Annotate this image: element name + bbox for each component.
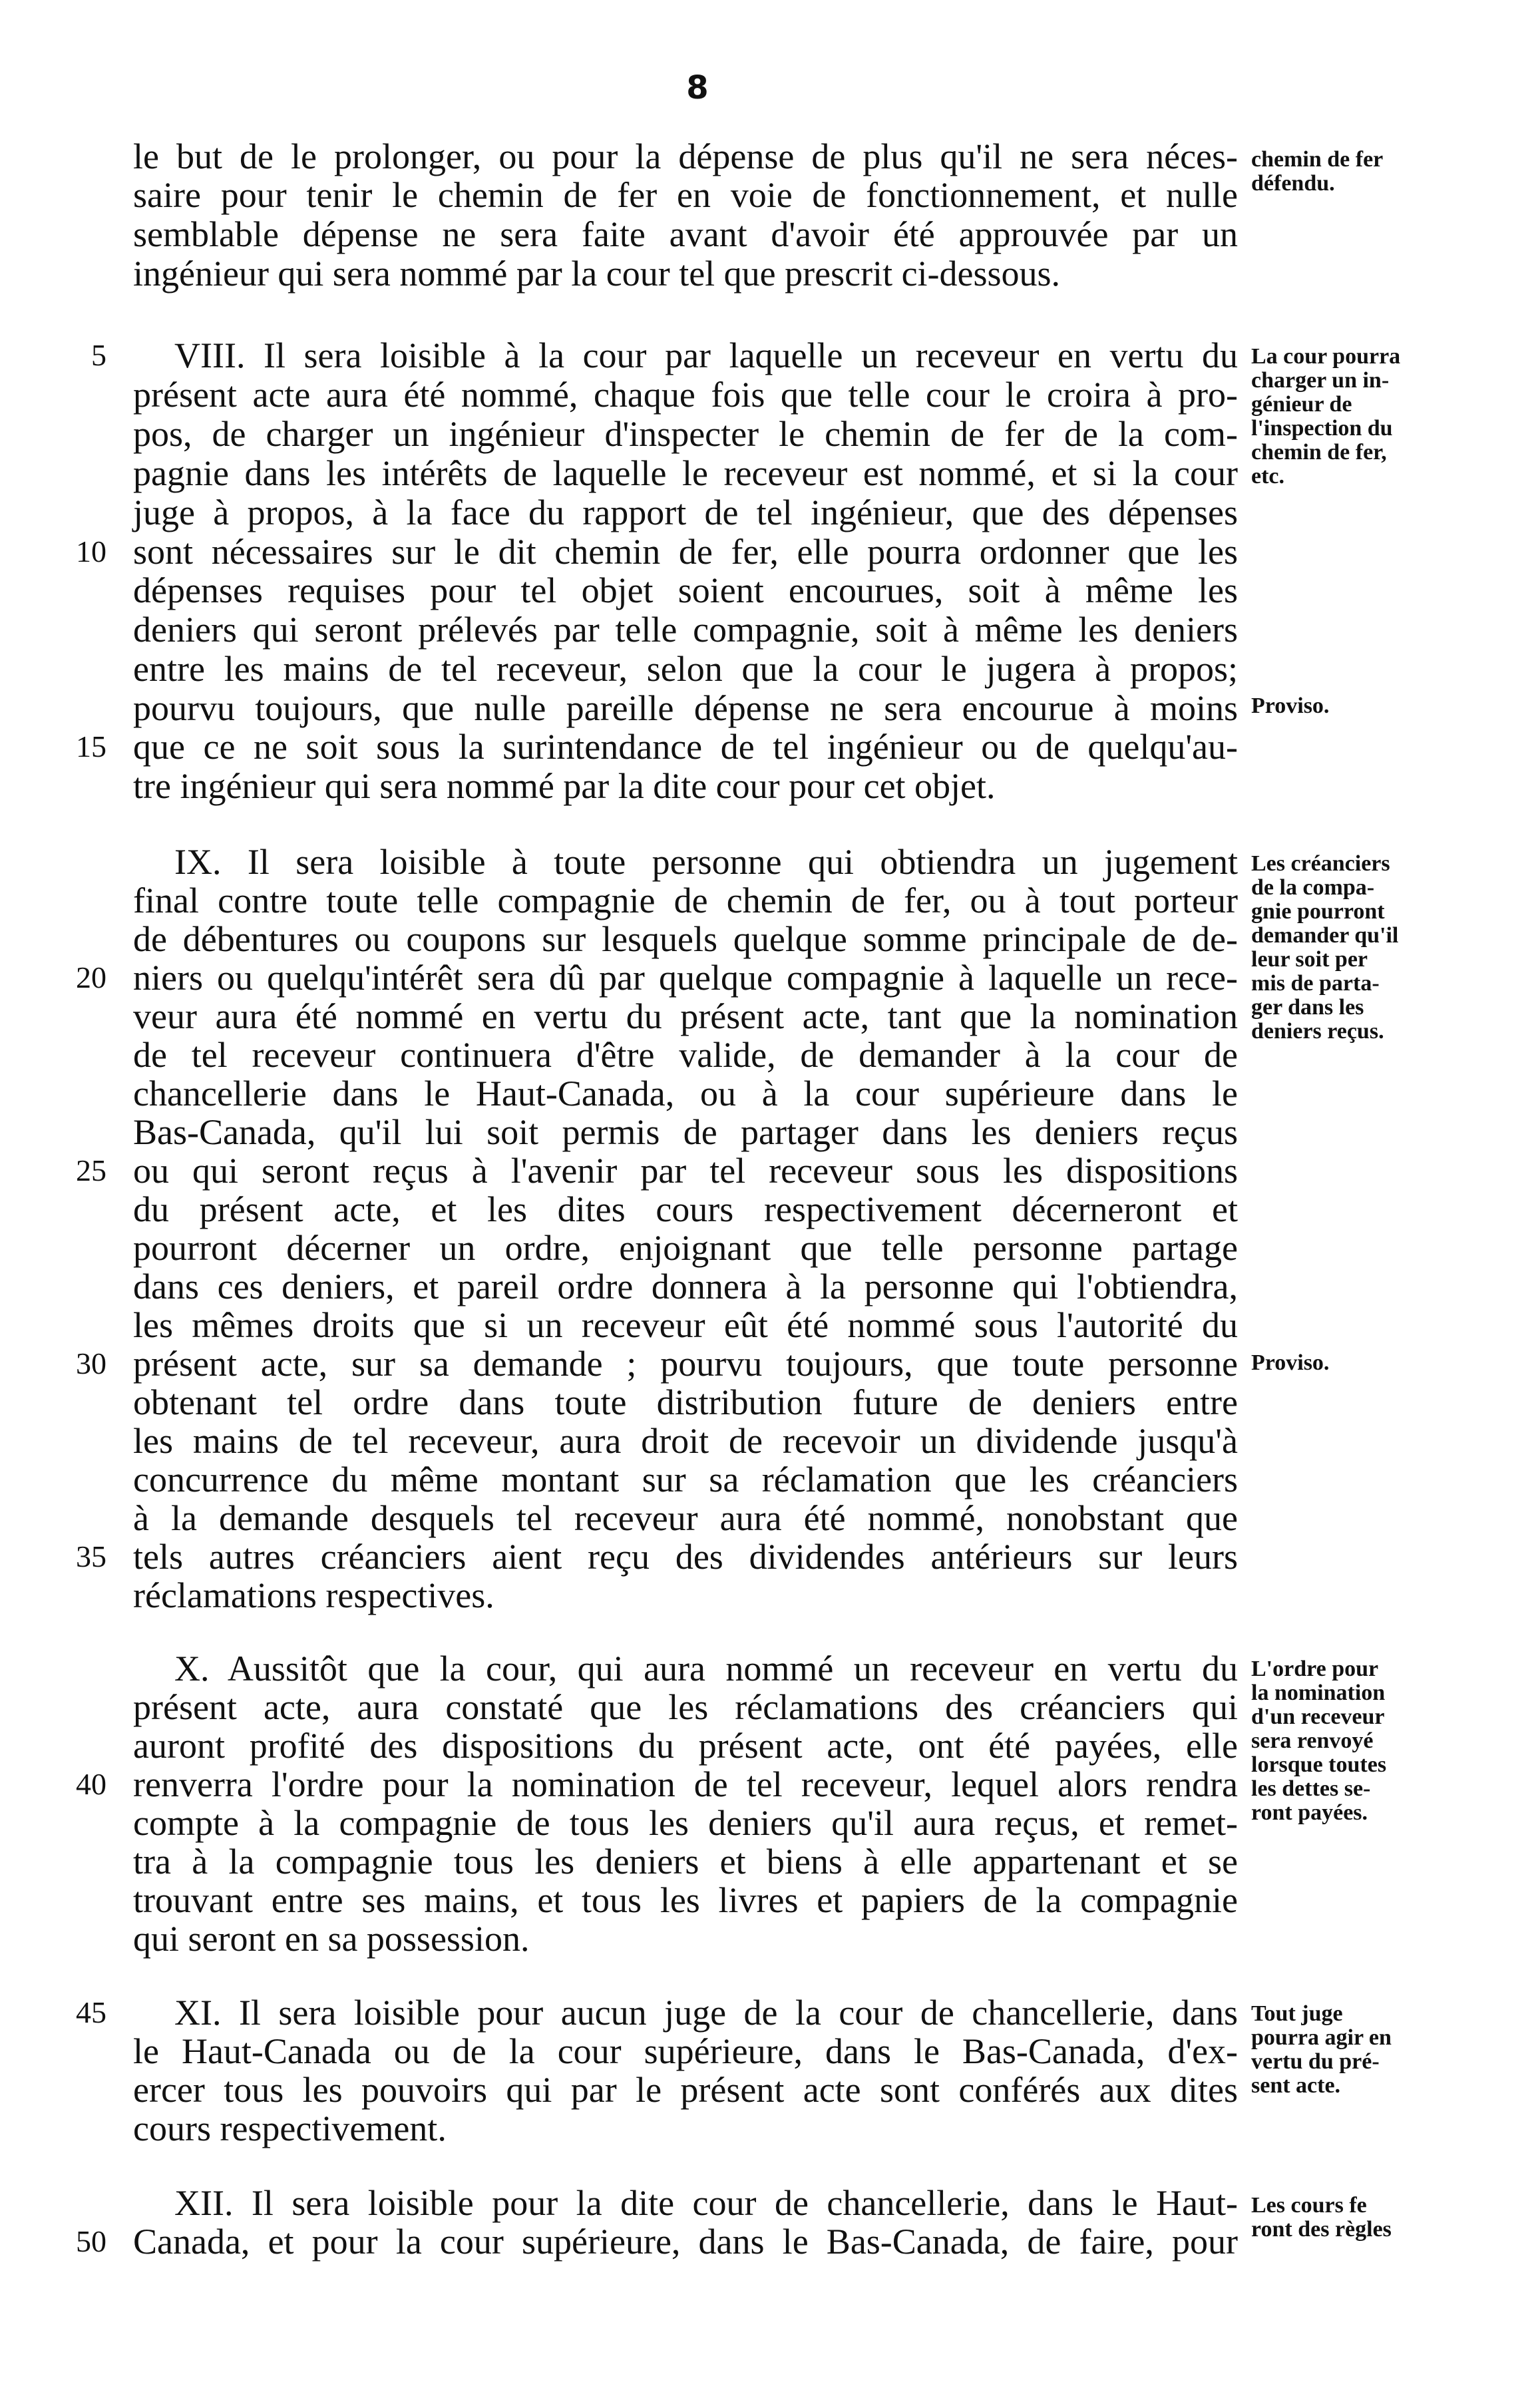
line-number: 25 <box>76 1153 106 1187</box>
text-line: du présent acte, et les dites cours respectivement décerneront et <box>133 1189 1238 1229</box>
text-line: entre les mains de tel receveur, selon que la cour le jugera à propos; <box>133 649 1238 689</box>
margin-note-line: pourra agir en <box>1251 2025 1392 2050</box>
margin-note-line: de la compa- <box>1251 875 1375 900</box>
margin-note <box>1251 345 1444 489</box>
text-line: obtenant tel ordre dans toute distribution future de deniers entre <box>133 1382 1238 1422</box>
text-line: cours respectivement. <box>133 2108 447 2148</box>
text-line: juge à propos, à la face du rapport de tel ingénieur, que des dépenses <box>133 493 1238 532</box>
margin-note-line: gnie pourront <box>1251 899 1385 924</box>
text-line: dans ces deniers, et pareil ordre donnera à la personne qui l'obtiendra, <box>133 1267 1238 1306</box>
line-number: 35 <box>76 1539 106 1573</box>
text-line: auront profité des dispositions du présent acte, ont été payées, elle <box>133 1726 1238 1766</box>
section-line: IX. Il sera loisible à toute personne qui obtiendra un jugement <box>174 842 1238 882</box>
text-line: de débentures ou coupons sur lesquels quelque somme principale de de- <box>133 919 1238 959</box>
margin-note-line: Proviso. <box>1251 694 1330 718</box>
margin-note-line: génieur de <box>1251 392 1352 417</box>
section-line: VIII. Il sera loisible à la cour par laquelle un receveur en vertu du <box>174 335 1238 375</box>
margin-note-line: la nomination <box>1251 1681 1386 1705</box>
margin-note-line: La cour pourra <box>1251 344 1401 369</box>
text-line: pos, de charger un ingénieur d'inspecter le chemin de fer de la com- <box>133 414 1238 454</box>
text-line: le but de le prolonger, ou pour la dépense de plus qu'il ne sera néces- <box>133 136 1238 176</box>
margin-note-line: chemin de fer <box>1251 147 1384 172</box>
margin-note-line: Les cours fe <box>1251 2193 1367 2218</box>
text-line: que ce ne soit sous la surintendance de tel ingénieur ou de quelqu'au- <box>133 727 1238 767</box>
section-line: XI. Il sera loisible pour aucun juge de la cour de chancellerie, dans <box>174 1993 1238 2033</box>
text-line: renverra l'ordre pour la nomination de tel receveur, lequel alors rendra <box>133 1764 1238 1804</box>
line-number: 50 <box>76 2224 106 2258</box>
text-line: ingénieur qui sera nommé par la cour tel que prescrit ci-dessous. <box>133 254 1061 294</box>
margin-note-line: sent acte. <box>1251 2073 1341 2098</box>
text-line: compte à la compagnie de tous les deniers qu'il aura reçus, et remet- <box>133 1803 1238 1843</box>
line-number: 10 <box>76 534 106 568</box>
text-line: à la demande desquels tel receveur aura été nommé, nonobstant que <box>133 1498 1238 1538</box>
text-line: réclamations respectives. <box>133 1575 494 1615</box>
margin-note <box>1251 2002 1444 2098</box>
text-line: tra à la compagnie tous les deniers et biens à elle appartenant et se <box>133 1842 1238 1882</box>
line-number: 5 <box>91 338 106 372</box>
margin-note-line: Les créanciers <box>1251 851 1390 876</box>
margin-note-line: Tout juge <box>1251 2001 1343 2026</box>
text-line: Bas-Canada, qu'il lui soit permis de partager dans les deniers reçus <box>133 1112 1238 1152</box>
margin-note-line: ger dans les <box>1251 995 1364 1020</box>
margin-note-line: demander qu'il <box>1251 923 1399 948</box>
margin-note-line: deniers reçus. <box>1251 1019 1384 1044</box>
page-number: 8 <box>686 69 709 106</box>
margin-note-line: charger un in- <box>1251 368 1390 393</box>
text-line: saire pour tenir le chemin de fer en voie de fonctionnement, et nulle <box>133 175 1238 215</box>
text-line: qui seront en sa possession. <box>133 1919 530 1959</box>
text-line: Canada, et pour la cour supérieure, dans le Bas-Canada, de faire, pour <box>133 2222 1238 2262</box>
margin-note-line: vertu du pré- <box>1251 2049 1380 2074</box>
text-line: semblable dépense ne sera faite avant d'avoir été approuvée par un <box>133 214 1238 254</box>
margin-note-line: etc. <box>1251 464 1285 489</box>
margin-note <box>1251 2194 1444 2242</box>
text-line: sont nécessaires sur le dit chemin de fer, elle pourra ordonner que les <box>133 532 1238 572</box>
text-line: les mêmes droits que si un receveur eût été nommé sous l'autorité du <box>133 1305 1238 1345</box>
text-line: chancellerie dans le Haut-Canada, ou à la cour supérieure dans le <box>133 1074 1238 1113</box>
text-line: présent acte, sur sa demande ; pourvu toujours, que toute personne <box>133 1344 1238 1384</box>
margin-note <box>1251 148 1444 196</box>
line-number: 45 <box>76 1995 106 2029</box>
margin-note-line: défendu. <box>1251 171 1335 196</box>
margin-note-line: mis de parta- <box>1251 971 1380 996</box>
text-line: deniers qui seront prélevés par telle compagnie, soit à même les deniers <box>133 610 1238 650</box>
margin-note-line: l'inspection du <box>1251 416 1393 441</box>
text-line: concurrence du même montant sur sa réclamation que les créanciers <box>133 1460 1238 1499</box>
line-number: 15 <box>76 729 106 763</box>
margin-note <box>1251 1351 1444 1375</box>
margin-note-line: ront payées. <box>1251 1800 1368 1825</box>
text-line: de tel receveur continuera d'être valide, de demander à la cour de <box>133 1035 1238 1075</box>
margin-note-line: ront des règles <box>1251 2217 1392 2242</box>
margin-note-line: d'un receveur <box>1251 1704 1385 1729</box>
text-line: les mains de tel receveur, aura droit de recevoir un dividende jusqu'à <box>133 1421 1238 1461</box>
section-line: X. Aussitôt que la cour, qui aura nommé un receveur en vertu du <box>174 1649 1238 1689</box>
margin-note-line: sera renvoyé <box>1251 1728 1374 1753</box>
line-number: 30 <box>76 1346 106 1380</box>
margin-note-line: chemin de fer, <box>1251 440 1387 465</box>
text-line: présent acte, aura constaté que les réclamations des créanciers qui <box>133 1687 1238 1727</box>
text-line: pagnie dans les intérêts de laquelle le receveur est nommé, et si la cour <box>133 453 1238 493</box>
text-line: trouvant entre ses mains, et tous les livres et papiers de la compagnie <box>133 1880 1238 1920</box>
text-line: le Haut-Canada ou de la cour supérieure, dans le Bas-Canada, d'ex- <box>133 2031 1238 2071</box>
margin-note-line: lorsque toutes <box>1251 1752 1387 1777</box>
text-line: dépenses requises pour tel objet soient encourues, soit à même les <box>133 570 1238 610</box>
line-number: 40 <box>76 1767 106 1801</box>
section-line: XII. Il sera loisible pour la dite cour de chancellerie, dans le Haut- <box>174 2183 1238 2223</box>
text-line: pourvu toujours, que nulle pareille dépense ne sera encourue à moins <box>133 688 1238 728</box>
text-line: tels autres créanciers aient reçu des dividendes antérieurs sur leurs <box>133 1537 1238 1577</box>
text-line: pourront décerner un ordre, enjoignant que telle personne partage <box>133 1228 1238 1268</box>
line-number: 20 <box>76 960 106 994</box>
margin-note <box>1251 694 1444 718</box>
margin-note-line: leur soit per <box>1251 947 1368 972</box>
text-line: tre ingénieur qui sera nommé par la dite cour pour cet objet. <box>133 766 996 806</box>
text-line: présent acte aura été nommé, chaque fois que telle cour le croira à pro- <box>133 375 1238 415</box>
margin-note-line: Proviso. <box>1251 1350 1330 1375</box>
text-line: veur aura été nommé en vertu du présent acte, tant que la nomination <box>133 996 1238 1036</box>
margin-note-line: L'ordre pour <box>1251 1657 1379 1681</box>
margin-note <box>1251 1657 1444 1825</box>
margin-note-line: les dettes se- <box>1251 1776 1371 1801</box>
margin-note <box>1251 852 1444 1044</box>
text-line: ercer tous les pouvoirs qui par le présent acte sont conférés aux dites <box>133 2070 1238 2110</box>
text-line: ou qui seront reçus à l'avenir par tel receveur sous les dispositions <box>133 1151 1238 1191</box>
text-line: final contre toute telle compagnie de chemin de fer, ou à tout porteur <box>133 881 1238 920</box>
text-line: niers ou quelqu'intérêt sera dû par quelque compagnie à laquelle un rece- <box>133 958 1238 998</box>
